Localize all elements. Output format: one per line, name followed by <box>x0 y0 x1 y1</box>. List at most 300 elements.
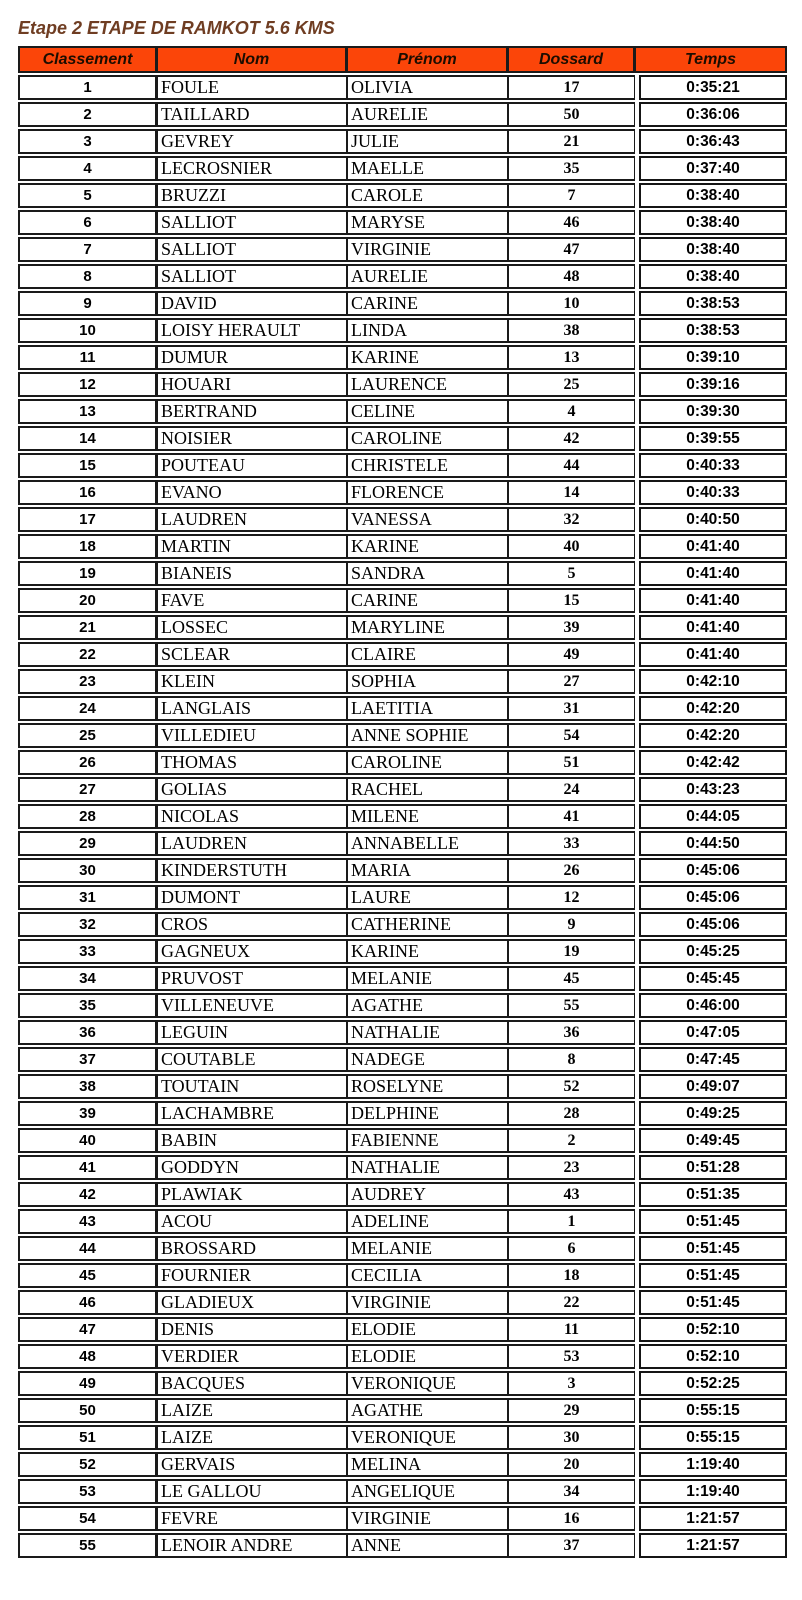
cell-dossard: 49 <box>508 642 635 667</box>
cell-temps <box>635 237 787 262</box>
temps-value: 0:51:45 <box>639 1236 787 1261</box>
cell-dossard: 32 <box>508 507 635 532</box>
cell-prenom: VIRGINIE <box>347 237 508 262</box>
cell-classement: 4 <box>18 156 157 181</box>
cell-nom: BACQUES <box>157 1371 347 1396</box>
table-row <box>18 885 787 910</box>
table-row <box>18 1128 787 1153</box>
header-dossard: Dossard <box>508 46 635 73</box>
cell-classement: 25 <box>18 723 157 748</box>
cell-classement: 49 <box>18 1371 157 1396</box>
cell-temps <box>635 399 787 424</box>
table-row <box>18 561 787 586</box>
cell-prenom: ANNE <box>347 1533 508 1558</box>
cell-dossard: 22 <box>508 1290 635 1315</box>
temps-value: 0:47:45 <box>639 1047 787 1072</box>
cell-nom: LAIZE <box>157 1425 347 1450</box>
cell-classement: 15 <box>18 453 157 478</box>
table-row <box>18 210 787 235</box>
table-row <box>18 1047 787 1072</box>
cell-dossard: 19 <box>508 939 635 964</box>
table-row <box>18 1236 787 1261</box>
cell-dossard: 51 <box>508 750 635 775</box>
cell-prenom: VERONIQUE <box>347 1425 508 1450</box>
table-row <box>18 1263 787 1288</box>
cell-prenom: VIRGINIE <box>347 1290 508 1315</box>
cell-classement: 26 <box>18 750 157 775</box>
cell-nom: FOURNIER <box>157 1263 347 1288</box>
temps-value: 0:45:06 <box>639 858 787 883</box>
cell-classement: 31 <box>18 885 157 910</box>
cell-temps <box>635 75 787 100</box>
cell-nom: PLAWIAK <box>157 1182 347 1207</box>
cell-classement: 16 <box>18 480 157 505</box>
temps-value: 0:36:06 <box>639 102 787 127</box>
cell-temps <box>635 993 787 1018</box>
cell-classement: 27 <box>18 777 157 802</box>
cell-nom: VILLEDIEU <box>157 723 347 748</box>
cell-prenom: JULIE <box>347 129 508 154</box>
table-row <box>18 750 787 775</box>
cell-classement: 37 <box>18 1047 157 1072</box>
cell-prenom: MAELLE <box>347 156 508 181</box>
cell-dossard: 39 <box>508 615 635 640</box>
table-row <box>18 588 787 613</box>
cell-classement: 7 <box>18 237 157 262</box>
table-row <box>18 453 787 478</box>
cell-classement: 18 <box>18 534 157 559</box>
cell-classement: 51 <box>18 1425 157 1450</box>
cell-dossard: 47 <box>508 237 635 262</box>
table-row <box>18 804 787 829</box>
cell-temps <box>635 723 787 748</box>
cell-nom: FAVE <box>157 588 347 613</box>
cell-prenom: VANESSA <box>347 507 508 532</box>
cell-classement: 19 <box>18 561 157 586</box>
cell-classement: 20 <box>18 588 157 613</box>
cell-classement: 55 <box>18 1533 157 1558</box>
table-row <box>18 1452 787 1477</box>
cell-dossard: 38 <box>508 318 635 343</box>
cell-dossard: 3 <box>508 1371 635 1396</box>
temps-value: 0:45:25 <box>639 939 787 964</box>
cell-temps <box>635 912 787 937</box>
table-row <box>18 156 787 181</box>
temps-value: 0:44:05 <box>639 804 787 829</box>
cell-nom: VILLENEUVE <box>157 993 347 1018</box>
table-row <box>18 372 787 397</box>
cell-nom: GLADIEUX <box>157 1290 347 1315</box>
temps-value: 0:46:00 <box>639 993 787 1018</box>
temps-value: 0:36:43 <box>639 129 787 154</box>
cell-dossard: 17 <box>508 75 635 100</box>
cell-prenom: OLIVIA <box>347 75 508 100</box>
cell-prenom: SOPHIA <box>347 669 508 694</box>
cell-classement: 14 <box>18 426 157 451</box>
cell-classement: 21 <box>18 615 157 640</box>
cell-classement: 5 <box>18 183 157 208</box>
temps-value: 0:41:40 <box>639 642 787 667</box>
cell-temps <box>635 669 787 694</box>
cell-temps <box>635 588 787 613</box>
cell-prenom: RACHEL <box>347 777 508 802</box>
cell-nom: LEGUIN <box>157 1020 347 1045</box>
cell-prenom: AURELIE <box>347 264 508 289</box>
temps-value: 0:45:06 <box>639 885 787 910</box>
temps-value: 0:52:10 <box>639 1344 787 1369</box>
cell-nom: SCLEAR <box>157 642 347 667</box>
header-prenom: Prénom <box>347 46 508 73</box>
cell-dossard: 8 <box>508 1047 635 1072</box>
header-temps: Temps <box>635 46 787 73</box>
cell-classement: 43 <box>18 1209 157 1234</box>
cell-nom: FEVRE <box>157 1506 347 1531</box>
cell-dossard: 15 <box>508 588 635 613</box>
cell-classement: 36 <box>18 1020 157 1045</box>
cell-prenom: ROSELYNE <box>347 1074 508 1099</box>
cell-dossard: 35 <box>508 156 635 181</box>
cell-prenom: KARINE <box>347 939 508 964</box>
cell-dossard: 13 <box>508 345 635 370</box>
table-row <box>18 264 787 289</box>
cell-dossard: 53 <box>508 1344 635 1369</box>
cell-dossard: 44 <box>508 453 635 478</box>
cell-temps <box>635 480 787 505</box>
cell-prenom: LAURE <box>347 885 508 910</box>
cell-nom: SALLIOT <box>157 210 347 235</box>
cell-temps <box>635 210 787 235</box>
cell-nom: KLEIN <box>157 669 347 694</box>
cell-classement: 50 <box>18 1398 157 1423</box>
cell-nom: BRUZZI <box>157 183 347 208</box>
table-row <box>18 966 787 991</box>
cell-classement: 24 <box>18 696 157 721</box>
cell-temps <box>635 1236 787 1261</box>
table-row <box>18 1398 787 1423</box>
cell-prenom: CAROLE <box>347 183 508 208</box>
temps-value: 0:38:53 <box>639 318 787 343</box>
table-row <box>18 1074 787 1099</box>
table-row <box>18 1479 787 1504</box>
page-title: Etape 2 ETAPE DE RAMKOT 5.6 KMS <box>18 18 335 38</box>
table-row <box>18 345 787 370</box>
cell-classement: 46 <box>18 1290 157 1315</box>
temps-value: 0:40:50 <box>639 507 787 532</box>
temps-value: 0:43:23 <box>639 777 787 802</box>
temps-value: 0:44:50 <box>639 831 787 856</box>
table-row <box>18 642 787 667</box>
cell-dossard: 2 <box>508 1128 635 1153</box>
cell-classement: 12 <box>18 372 157 397</box>
cell-nom: NICOLAS <box>157 804 347 829</box>
table-row <box>18 534 787 559</box>
cell-dossard: 48 <box>508 264 635 289</box>
table-row <box>18 480 787 505</box>
temps-value: 0:45:45 <box>639 966 787 991</box>
temps-value: 0:52:10 <box>639 1317 787 1342</box>
cell-temps <box>635 1479 787 1504</box>
cell-prenom: FLORENCE <box>347 480 508 505</box>
results-table <box>18 44 787 1560</box>
cell-dossard: 40 <box>508 534 635 559</box>
temps-value: 0:55:15 <box>639 1425 787 1450</box>
cell-classement: 45 <box>18 1263 157 1288</box>
table-row <box>18 183 787 208</box>
cell-temps <box>635 426 787 451</box>
cell-classement: 38 <box>18 1074 157 1099</box>
header-classement: Classement <box>18 46 157 73</box>
temps-value: 0:49:25 <box>639 1101 787 1126</box>
temps-value: 0:42:10 <box>639 669 787 694</box>
cell-prenom: LAURENCE <box>347 372 508 397</box>
temps-value: 1:21:57 <box>639 1533 787 1558</box>
cell-classement: 48 <box>18 1344 157 1369</box>
cell-temps <box>635 939 787 964</box>
temps-value: 0:49:07 <box>639 1074 787 1099</box>
cell-prenom: MARYLINE <box>347 615 508 640</box>
table-row <box>18 75 787 100</box>
cell-dossard: 27 <box>508 669 635 694</box>
table-row <box>18 615 787 640</box>
cell-prenom: MARIA <box>347 858 508 883</box>
temps-value: 0:41:40 <box>639 561 787 586</box>
cell-dossard: 54 <box>508 723 635 748</box>
cell-nom: ACOU <box>157 1209 347 1234</box>
header-nom: Nom <box>157 46 347 73</box>
cell-classement: 17 <box>18 507 157 532</box>
cell-dossard: 26 <box>508 858 635 883</box>
temps-value: 0:51:45 <box>639 1290 787 1315</box>
cell-nom: LENOIR ANDRE <box>157 1533 347 1558</box>
cell-prenom: MELINA <box>347 1452 508 1477</box>
table-row <box>18 1317 787 1342</box>
cell-dossard: 41 <box>508 804 635 829</box>
cell-prenom: MELANIE <box>347 1236 508 1261</box>
cell-temps <box>635 183 787 208</box>
table-row <box>18 993 787 1018</box>
cell-dossard: 10 <box>508 291 635 316</box>
cell-classement: 6 <box>18 210 157 235</box>
cell-prenom: CARINE <box>347 588 508 613</box>
temps-value: 0:38:40 <box>639 183 787 208</box>
cell-nom: MARTIN <box>157 534 347 559</box>
temps-value: 0:35:21 <box>639 75 787 100</box>
cell-classement: 13 <box>18 399 157 424</box>
cell-nom: PRUVOST <box>157 966 347 991</box>
cell-classement: 22 <box>18 642 157 667</box>
cell-dossard: 29 <box>508 1398 635 1423</box>
cell-temps <box>635 1533 787 1558</box>
cell-nom: CROS <box>157 912 347 937</box>
temps-value: 0:52:25 <box>639 1371 787 1396</box>
cell-nom: BABIN <box>157 1128 347 1153</box>
cell-dossard: 52 <box>508 1074 635 1099</box>
cell-nom: POUTEAU <box>157 453 347 478</box>
cell-nom: NOISIER <box>157 426 347 451</box>
temps-value: 0:41:40 <box>639 615 787 640</box>
cell-dossard: 11 <box>508 1317 635 1342</box>
cell-dossard: 20 <box>508 1452 635 1477</box>
cell-dossard: 45 <box>508 966 635 991</box>
temps-value: 0:39:30 <box>639 399 787 424</box>
cell-temps <box>635 1155 787 1180</box>
temps-value: 1:19:40 <box>639 1452 787 1477</box>
cell-prenom: CLAIRE <box>347 642 508 667</box>
temps-value: 0:40:33 <box>639 453 787 478</box>
cell-nom: SALLIOT <box>157 264 347 289</box>
cell-prenom: FABIENNE <box>347 1128 508 1153</box>
temps-value: 0:51:45 <box>639 1209 787 1234</box>
cell-prenom: DELPHINE <box>347 1101 508 1126</box>
cell-nom: BROSSARD <box>157 1236 347 1261</box>
cell-nom: COUTABLE <box>157 1047 347 1072</box>
temps-value: 0:55:15 <box>639 1398 787 1423</box>
temps-value: 0:38:53 <box>639 291 787 316</box>
cell-prenom: NADEGE <box>347 1047 508 1072</box>
table-row <box>18 291 787 316</box>
table-row <box>18 723 787 748</box>
cell-classement: 40 <box>18 1128 157 1153</box>
cell-temps <box>635 615 787 640</box>
cell-dossard: 25 <box>508 372 635 397</box>
temps-value: 0:38:40 <box>639 264 787 289</box>
cell-prenom: LAETITIA <box>347 696 508 721</box>
cell-temps <box>635 1317 787 1342</box>
cell-nom: THOMAS <box>157 750 347 775</box>
cell-temps <box>635 1047 787 1072</box>
cell-nom: LAUDREN <box>157 507 347 532</box>
cell-prenom: SANDRA <box>347 561 508 586</box>
cell-temps <box>635 696 787 721</box>
cell-nom: HOUARI <box>157 372 347 397</box>
temps-value: 0:51:28 <box>639 1155 787 1180</box>
cell-classement: 3 <box>18 129 157 154</box>
cell-prenom: MARYSE <box>347 210 508 235</box>
temps-value: 0:39:16 <box>639 372 787 397</box>
cell-dossard: 50 <box>508 102 635 127</box>
cell-nom: FOULE <box>157 75 347 100</box>
table-row <box>18 777 787 802</box>
cell-classement: 42 <box>18 1182 157 1207</box>
table-row <box>18 939 787 964</box>
cell-temps <box>635 804 787 829</box>
table-row <box>18 1209 787 1234</box>
cell-prenom: CATHERINE <box>347 912 508 937</box>
cell-nom: TAILLARD <box>157 102 347 127</box>
cell-classement: 47 <box>18 1317 157 1342</box>
cell-dossard: 55 <box>508 993 635 1018</box>
cell-classement: 39 <box>18 1101 157 1126</box>
cell-nom: BERTRAND <box>157 399 347 424</box>
cell-nom: LOISY HERAULT <box>157 318 347 343</box>
cell-prenom: NATHALIE <box>347 1155 508 1180</box>
temps-value: 1:19:40 <box>639 1479 787 1504</box>
cell-classement: 54 <box>18 1506 157 1531</box>
cell-dossard: 1 <box>508 1209 635 1234</box>
cell-prenom: AUDREY <box>347 1182 508 1207</box>
cell-prenom: ELODIE <box>347 1317 508 1342</box>
cell-temps <box>635 102 787 127</box>
cell-nom: LANGLAIS <box>157 696 347 721</box>
cell-dossard: 37 <box>508 1533 635 1558</box>
cell-classement: 8 <box>18 264 157 289</box>
cell-prenom: CAROLINE <box>347 750 508 775</box>
table-row <box>18 507 787 532</box>
cell-classement: 28 <box>18 804 157 829</box>
table-row <box>18 1506 787 1531</box>
cell-prenom: CECILIA <box>347 1263 508 1288</box>
cell-prenom: ANNABELLE <box>347 831 508 856</box>
cell-nom: VERDIER <box>157 1344 347 1369</box>
cell-classement: 34 <box>18 966 157 991</box>
cell-temps <box>635 561 787 586</box>
cell-dossard: 30 <box>508 1425 635 1450</box>
cell-dossard: 42 <box>508 426 635 451</box>
cell-temps <box>635 966 787 991</box>
cell-nom: GEVREY <box>157 129 347 154</box>
cell-classement: 23 <box>18 669 157 694</box>
cell-dossard: 28 <box>508 1101 635 1126</box>
cell-temps <box>635 1425 787 1450</box>
temps-value: 0:38:40 <box>639 210 787 235</box>
temps-value: 0:39:55 <box>639 426 787 451</box>
cell-dossard: 5 <box>508 561 635 586</box>
table-row <box>18 318 787 343</box>
cell-prenom: AGATHE <box>347 1398 508 1423</box>
cell-prenom: VERONIQUE <box>347 1371 508 1396</box>
cell-prenom: KARINE <box>347 534 508 559</box>
cell-nom: SALLIOT <box>157 237 347 262</box>
temps-value: 0:45:06 <box>639 912 787 937</box>
cell-temps <box>635 777 787 802</box>
cell-temps <box>635 372 787 397</box>
cell-dossard: 23 <box>508 1155 635 1180</box>
temps-value: 0:49:45 <box>639 1128 787 1153</box>
temps-value: 0:47:05 <box>639 1020 787 1045</box>
cell-temps <box>635 1398 787 1423</box>
table-row <box>18 858 787 883</box>
temps-value: 0:38:40 <box>639 237 787 262</box>
cell-dossard: 6 <box>508 1236 635 1261</box>
header-row <box>18 46 787 73</box>
table-row <box>18 669 787 694</box>
table-row <box>18 1371 787 1396</box>
cell-prenom: CELINE <box>347 399 508 424</box>
temps-value: 0:41:40 <box>639 534 787 559</box>
temps-value: 0:39:10 <box>639 345 787 370</box>
table-row <box>18 1182 787 1207</box>
cell-temps <box>635 1074 787 1099</box>
cell-classement: 10 <box>18 318 157 343</box>
cell-classement: 11 <box>18 345 157 370</box>
cell-temps <box>635 858 787 883</box>
cell-classement: 30 <box>18 858 157 883</box>
cell-nom: GOLIAS <box>157 777 347 802</box>
cell-dossard: 31 <box>508 696 635 721</box>
cell-classement: 2 <box>18 102 157 127</box>
cell-dossard: 43 <box>508 1182 635 1207</box>
cell-temps <box>635 831 787 856</box>
results-body <box>18 75 787 1558</box>
cell-nom: BIANEIS <box>157 561 347 586</box>
cell-temps <box>635 1452 787 1477</box>
table-row <box>18 831 787 856</box>
cell-classement: 41 <box>18 1155 157 1180</box>
cell-temps <box>635 1371 787 1396</box>
cell-classement: 9 <box>18 291 157 316</box>
cell-dossard: 24 <box>508 777 635 802</box>
cell-temps <box>635 534 787 559</box>
